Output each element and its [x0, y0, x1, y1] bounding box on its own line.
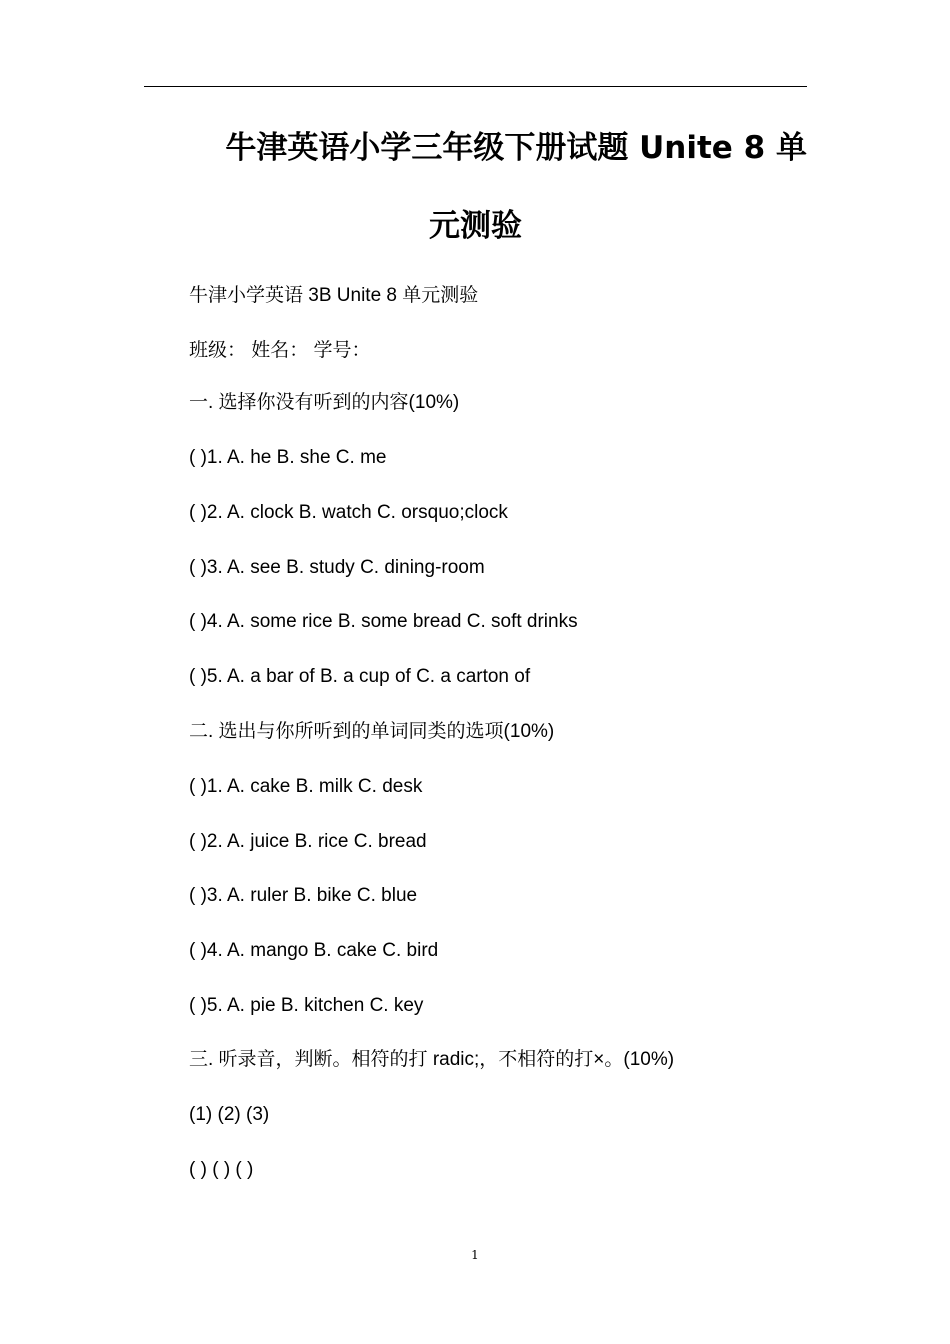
document-title-line-1: 牛津英语小学三年级下册试题 Unite 8 单 [225, 130, 807, 166]
question-line: ( )3. A. see B. study C. dining-room [189, 557, 485, 578]
subtitle: 牛津小学英语 3B Unite 8 单元测验 [189, 285, 479, 306]
question-line: ( )3. A. ruler B. bike C. blue [189, 885, 418, 906]
answer-labels-line: (1) (2) (3) [189, 1104, 270, 1125]
question-line: ( )5. A. a bar of B. a cup of C. a carton of [189, 666, 531, 687]
question-line: ( )5. A. pie B. kitchen C. key [189, 995, 424, 1016]
question-line: ( )2. A. clock B. watch C. orsquo;clock [189, 502, 508, 523]
student-info-line: 班级： 姓名： 学号： [189, 340, 371, 361]
question-line: ( )2. A. juice B. rice C. bread [189, 831, 427, 852]
header-rule [144, 86, 807, 87]
section-2-heading: 二. 选出与你所听到的单词同类的选项(10%) [189, 721, 555, 742]
question-line: ( )4. A. mango B. cake C. bird [189, 940, 439, 961]
question-line: ( )1. A. he B. she C. me [189, 447, 387, 468]
answer-blanks-line: ( ) ( ) ( ) [189, 1159, 254, 1180]
section-3-heading: 三. 听录音，判断。相符的打 radic;，不相符的打×。(10%) [189, 1049, 675, 1070]
document-title-line-2: 元测验 [429, 208, 522, 244]
section-1-heading: 一. 选择你没有听到的内容(10%) [189, 392, 460, 413]
question-line: ( )4. A. some rice B. some bread C. soft drinks [189, 611, 578, 632]
page-number: 1 [471, 1248, 479, 1262]
question-line: ( )1. A. cake B. milk C. desk [189, 776, 423, 797]
